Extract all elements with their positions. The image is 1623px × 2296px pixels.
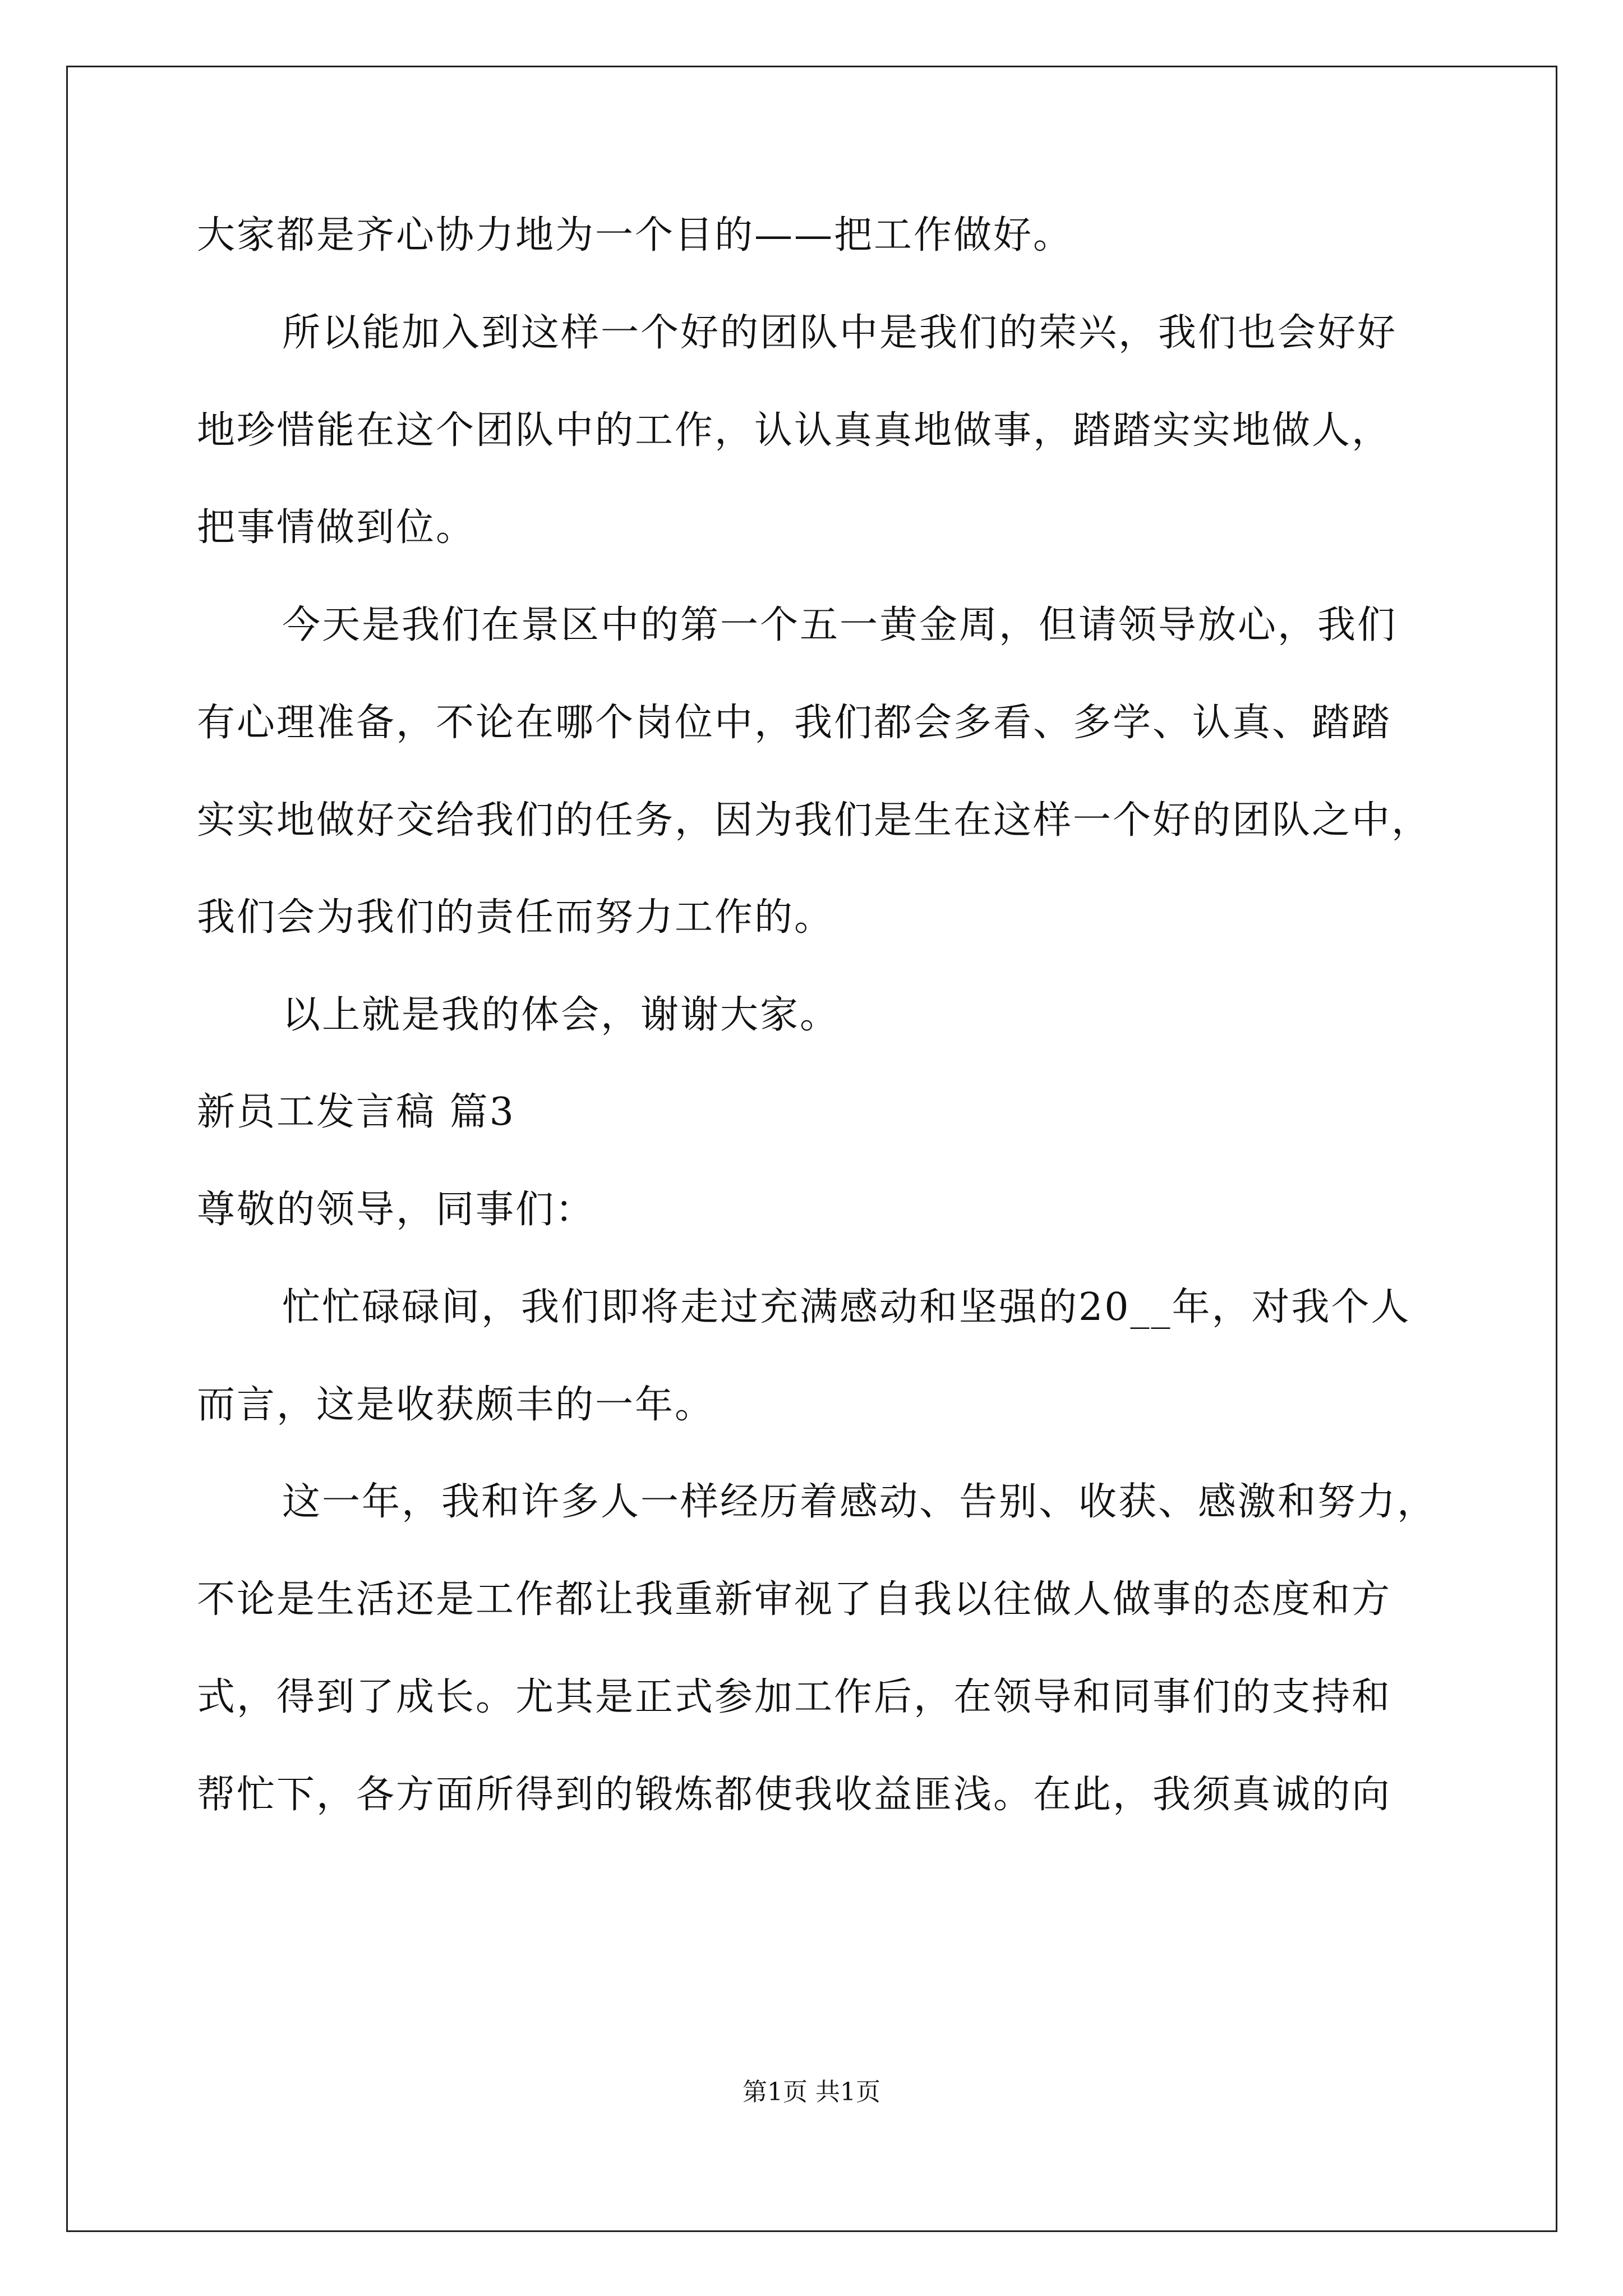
paragraph-start: 所以能加入到这样一个好的团队中是我们的荣兴，我们也会好好 [282,311,1398,355]
text-line: 帮忙下，各方面所得到的锻炼都使我收益匪浅。在此，我须真诚的向 [197,1773,1392,1817]
paragraph-start: 忙忙碌碌间，我们即将走过充满感动和坚强的20__年，对我个人 [282,1285,1411,1329]
paragraph-start: 今天是我们在景区中的第一个五一黄金周，但请领导放心，我们 [282,603,1398,647]
text-line: 有心理准备，不论在哪个岗位中，我们都会多看、多学、认真、踏踏 [197,701,1392,745]
text-line: 实实地做好交给我们的任务，因为我们是生在这样一个好的团队之中， [197,798,1432,843]
text-line: 大家都是齐心协力地为一个目的——把工作做好。 [197,213,1073,257]
page-footer: 第1页 共1页 [743,2078,880,2106]
text-line: 不论是生活还是工作都让我重新审视了自我以往做人做事的态度和方 [197,1577,1392,1622]
text-line: 我们会为我们的责任而努力工作的。 [197,895,834,940]
text-line: 把事情做到位。 [197,505,476,550]
salutation: 尊敬的领导，同事们： [197,1188,596,1232]
paragraph-start: 以上就是我的体会，谢谢大家。 [282,993,840,1037]
text-line: 而言，这是收获颇丰的一年。 [197,1383,715,1427]
text-line: 式，得到了成长。尤其是正式参加工作后，在领导和同事们的支持和 [197,1675,1392,1719]
paragraph-start: 这一年，我和许多人一样经历着感动、告别、收获、感激和努力， [282,1480,1437,1524]
page-border [66,66,1557,2232]
text-line: 地珍惜能在这个团队中的工作，认认真真地做事，踏踏实实地做人， [197,408,1392,453]
section-heading: 新员工发言稿 篇3 [197,1090,515,1134]
